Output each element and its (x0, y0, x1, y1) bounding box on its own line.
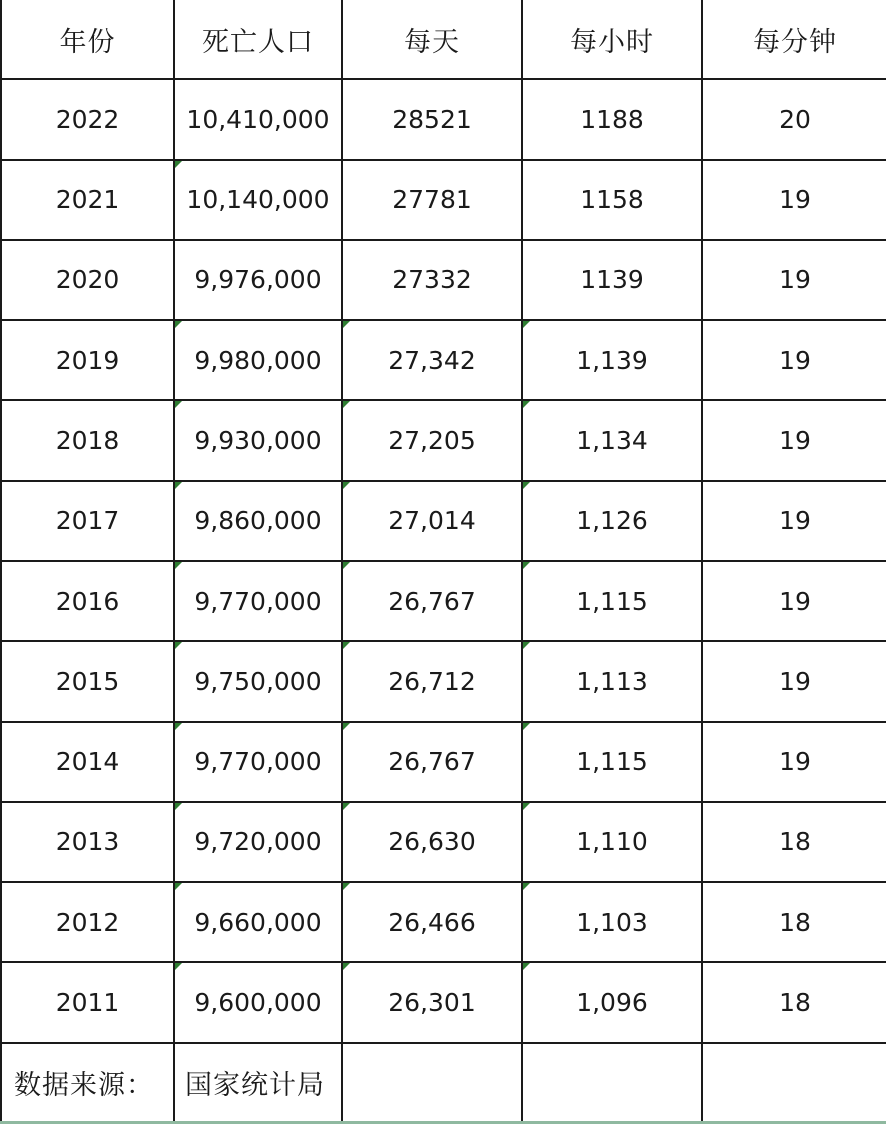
header-per-hour[interactable]: 每小时 (522, 0, 702, 79)
table-row (1, 882, 886, 962)
cell-deaths[interactable]: 9,976,000 (174, 240, 342, 320)
cell-per-hour[interactable]: 1158 (522, 160, 702, 240)
cell-year[interactable]: 2018 (1, 400, 174, 480)
table-row (1, 320, 886, 400)
source-row (1, 1043, 886, 1123)
cell-year[interactable]: 2017 (1, 481, 174, 561)
cell-deaths[interactable]: 9,860,000 (174, 481, 342, 561)
cell-per-minute[interactable]: 19 (702, 641, 886, 721)
cell-deaths[interactable]: 9,980,000 (174, 320, 342, 400)
cell-per-hour[interactable]: 1,110 (522, 802, 702, 882)
cell-per-day[interactable]: 26,630 (342, 802, 522, 882)
cell-per-day[interactable]: 27,342 (342, 320, 522, 400)
cell-year[interactable]: 2015 (1, 641, 174, 721)
table-row (1, 561, 886, 641)
cell-per-hour[interactable]: 1,126 (522, 481, 702, 561)
cell-per-day[interactable]: 26,301 (342, 962, 522, 1042)
table-row (1, 481, 886, 561)
cell-per-minute[interactable]: 19 (702, 561, 886, 641)
cell-per-hour[interactable]: 1,115 (522, 561, 702, 641)
table-row (1, 240, 886, 320)
cell-per-day[interactable]: 26,466 (342, 882, 522, 962)
cell-per-hour[interactable]: 1139 (522, 240, 702, 320)
cell-year[interactable]: 2022 (1, 79, 174, 159)
source-value[interactable]: 国家统计局 (174, 1043, 342, 1123)
cell-per-hour[interactable]: 1,115 (522, 722, 702, 802)
cell-per-day[interactable]: 27781 (342, 160, 522, 240)
cell-per-minute[interactable]: 19 (702, 320, 886, 400)
cell-year[interactable]: 2014 (1, 722, 174, 802)
source-label[interactable]: 数据来源： (1, 1043, 174, 1123)
cell-per-day[interactable]: 27,014 (342, 481, 522, 561)
cell-deaths[interactable]: 9,600,000 (174, 962, 342, 1042)
cell-deaths[interactable]: 10,410,000 (174, 79, 342, 159)
cell-deaths[interactable]: 9,750,000 (174, 641, 342, 721)
cell-per-hour[interactable]: 1,096 (522, 962, 702, 1042)
cell-per-day[interactable]: 27,205 (342, 400, 522, 480)
cell-per-hour[interactable]: 1,103 (522, 882, 702, 962)
cell-deaths[interactable]: 9,930,000 (174, 400, 342, 480)
cell-per-minute[interactable]: 18 (702, 962, 886, 1042)
cell-per-day[interactable]: 27332 (342, 240, 522, 320)
empty-cell[interactable] (522, 1043, 702, 1123)
header-per-minute[interactable]: 每分钟 (702, 0, 886, 79)
cell-deaths[interactable]: 10,140,000 (174, 160, 342, 240)
table-row (1, 400, 886, 480)
cell-per-hour[interactable]: 1,139 (522, 320, 702, 400)
cell-deaths[interactable]: 9,770,000 (174, 722, 342, 802)
table-row (1, 802, 886, 882)
table-row (1, 641, 886, 721)
cell-year[interactable]: 2011 (1, 962, 174, 1042)
cell-year[interactable]: 2019 (1, 320, 174, 400)
cell-per-minute[interactable]: 18 (702, 802, 886, 882)
header-per-day[interactable]: 每天 (342, 0, 522, 79)
cell-per-hour[interactable]: 1,113 (522, 641, 702, 721)
cell-per-minute[interactable]: 19 (702, 722, 886, 802)
cell-year[interactable]: 2016 (1, 561, 174, 641)
header-year[interactable]: 年份 (1, 0, 174, 79)
cell-per-minute[interactable]: 19 (702, 400, 886, 480)
empty-cell[interactable] (342, 1043, 522, 1123)
cell-per-day[interactable]: 26,767 (342, 722, 522, 802)
cell-per-day[interactable]: 26,767 (342, 561, 522, 641)
header-deaths[interactable]: 死亡人口 (174, 0, 342, 79)
empty-cell[interactable] (702, 1043, 886, 1123)
cell-per-day[interactable]: 26,712 (342, 641, 522, 721)
cell-per-minute[interactable]: 20 (702, 79, 886, 159)
cell-per-day[interactable]: 28521 (342, 79, 522, 159)
cell-year[interactable]: 2021 (1, 160, 174, 240)
table-row (1, 962, 886, 1042)
header-row (1, 0, 886, 79)
cell-per-minute[interactable]: 18 (702, 882, 886, 962)
cell-year[interactable]: 2020 (1, 240, 174, 320)
cell-deaths[interactable]: 9,660,000 (174, 882, 342, 962)
cell-per-minute[interactable]: 19 (702, 160, 886, 240)
table-row (1, 722, 886, 802)
cell-per-hour[interactable]: 1188 (522, 79, 702, 159)
cell-year[interactable]: 2013 (1, 802, 174, 882)
cell-deaths[interactable]: 9,770,000 (174, 561, 342, 641)
table-row (1, 160, 886, 240)
cell-deaths[interactable]: 9,720,000 (174, 802, 342, 882)
cell-per-hour[interactable]: 1,134 (522, 400, 702, 480)
cell-year[interactable]: 2012 (1, 882, 174, 962)
table-row (1, 79, 886, 159)
cell-per-minute[interactable]: 19 (702, 240, 886, 320)
cell-per-minute[interactable]: 19 (702, 481, 886, 561)
